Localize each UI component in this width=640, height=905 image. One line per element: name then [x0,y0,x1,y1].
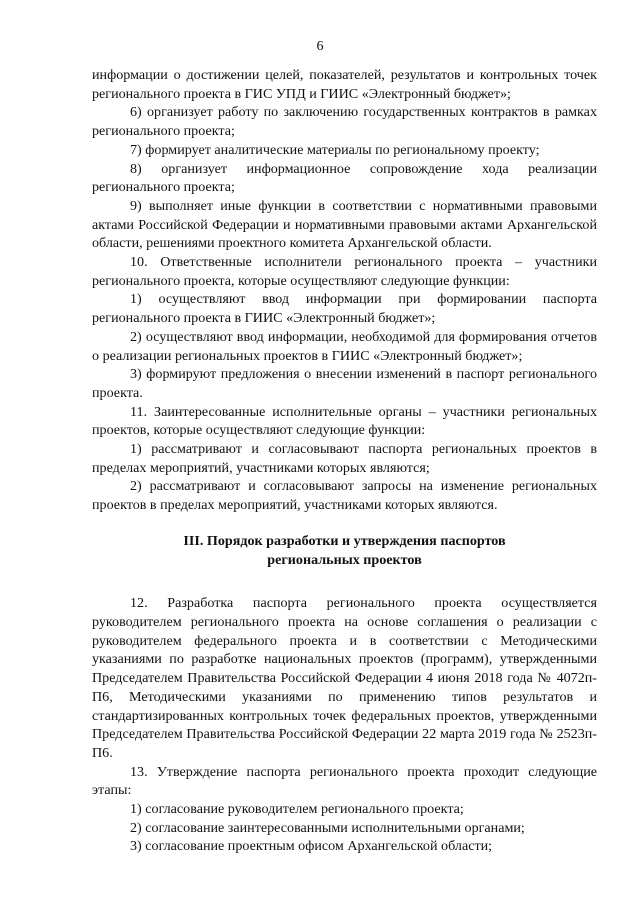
section-heading-line2: региональных проектов [267,551,422,568]
document-body [92,66,597,856]
clause-10-item-1: 1) осуществляют ввод информации при формировании паспорта регионального проекта в ГИИС «Электронный бюджет»; [92,291,597,327]
list-item-7: 7) формирует аналитические материалы по региональному проекту; [130,141,540,158]
section-heading-line1: III. Порядок разработки и утверждения паспортов [183,532,506,549]
clause-11: 11. Заинтересованные исполнительные органы – участники региональных проектов, которые осуществляют следующие функции: [92,403,597,439]
clause-10-item-3: 3) формируют предложения о внесении изменений в паспорт регионального проекта. [92,366,597,401]
section-heading [92,532,597,569]
clause-13-item-3: 3) согласование проектным офисом Архангельской области; [130,838,493,855]
paragraph-continuation: информации о достижении целей, показателей, результатов и контрольных точек регионального проекта в ГИС УПД и ГИИС «Электронный бюджет»; [92,67,597,102]
clause-12: 12. Разработка паспорта регионального проекта осуществляется руководителем регионального проекта на основе соглашения о реализации с руководителем федерального проекта и в соответствии с Методическими указаниями по разработке национальных проектов (программ), утвержденными Председателем Правительства Российской Федерации 4 июня 2018 года № 4072п-П6, Методическими указаниями по применению типов результатов и стандартизированных контрольных точек федеральных проектов, утвержденными Председателем Правительства Российской Федерации 22 марта 2019 года № 2523п-П6. [92,595,597,761]
clause-10: 10. Ответственные исполнители регионального проекта – участники регионального проекта, которые осуществляют следующие функции: [92,254,597,289]
clause-10-item-2: 2) осуществляют ввод информации, необходимой для формирования отчетов о реализации региональных проектов в ГИИС «Электронный бюджет»; [92,328,597,364]
clause-13-item-1: 1) согласование руководителем регионального проекта; [130,801,464,818]
list-item-6: 6) организует работу по заключению государственных контрактов в рамках регионального проекта; [92,104,597,140]
list-item-8: 8) организует информационное сопровождение хода реализации регионального проекта; [92,160,597,196]
clause-11-item-2: 2) рассматривают и согласовывают запросы на изменение региональных проектов в пределах мероприятий, участниками которых являются. [92,478,597,514]
clause-13: 13. Утверждение паспорта регионального проекта проходит следующие этапы: [92,763,597,799]
page-number: 6 [316,38,324,54]
clause-11-item-1: 1) рассматривают и согласовывают паспорта региональных проектов в пределах мероприятий, участниками которых являются; [92,441,597,476]
clause-13-item-2: 2) согласование заинтересованными исполнительными органами; [130,819,525,836]
list-item-9: 9) выполняет иные функции в соответствии с нормативными правовыми актами Российской Федерации и нормативными правовыми актами Архангельской области, решениями проектного комитета Архангельской области. [92,197,597,252]
